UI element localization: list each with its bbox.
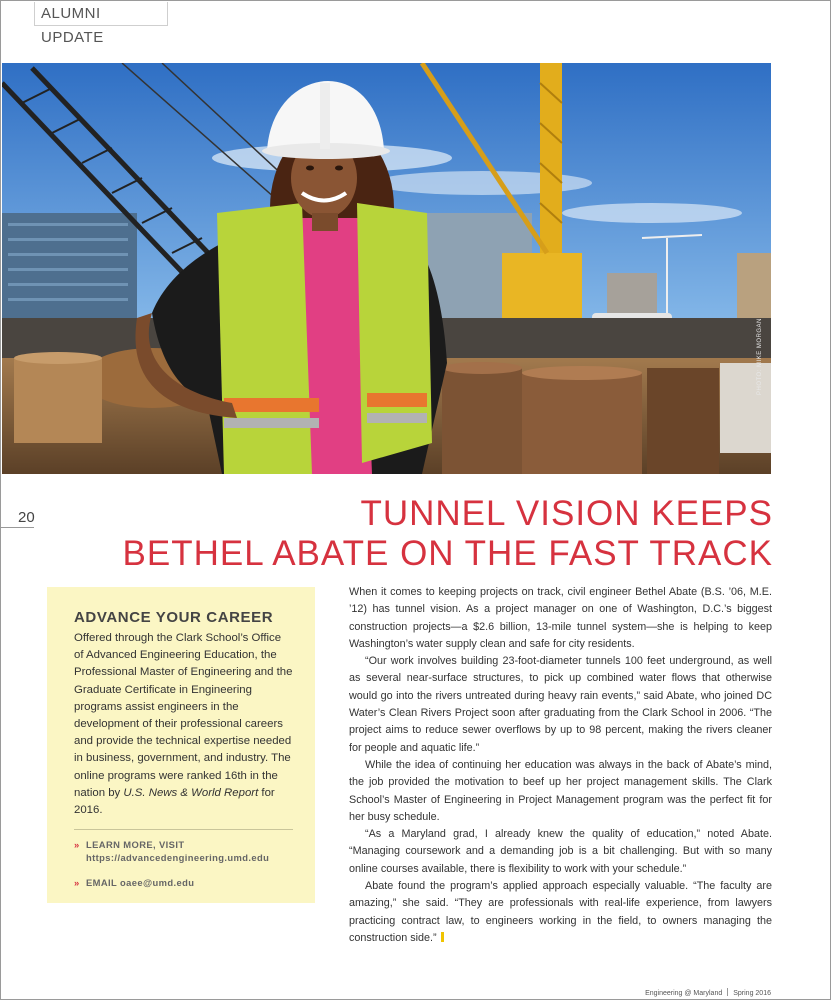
photo-credit: PHOTO: MIKE MORGAN — [757, 318, 763, 395]
headline-line-1: TUNNEL VISION KEEPS — [360, 494, 773, 533]
headline-line-2: BETHEL ABATE ON THE FAST TRACK — [122, 534, 773, 573]
sidebar-divider — [74, 829, 293, 830]
sidebar-title: ADVANCE YOUR CAREER — [74, 609, 274, 626]
learn-more-label: LEARN MORE, VISIT — [86, 839, 185, 851]
email-label[interactable]: EMAIL oaee@umd.edu — [86, 877, 195, 889]
article-paragraph-3: While the idea of continuing her education was always in the back of Abate’s mind, the job provided the motivation to beef up her project management skills. The Clark School’s Master of Engineering in Project Management program was the perfect fit for her busy schedule. — [349, 758, 772, 823]
headline — [73, 494, 773, 574]
sidebar-body-tail: for 2016. — [74, 786, 275, 817]
footer-publication: Engineering @ Maryland — [645, 990, 723, 997]
footer — [645, 988, 771, 997]
email-link[interactable] — [74, 876, 293, 889]
sidebar-body — [74, 630, 293, 819]
article-paragraph-2: “Our work involves building 23-foot-diameter tunnels 100 feet underground, as well as several near-surface structures, to pick up combined water flows that otherwise would go into the rivers untreated during heavy rain events,” said Abate, who joined DC Water’s Clean Rivers Project soon after graduating from the Clark School in 2006. “The project aims to reduce sewer overflows by up to 98 percent, making the rivers cleaner for people and aquatic life.” — [349, 655, 772, 754]
chevron-right-icon: » — [74, 839, 80, 851]
footer-issue: Spring 2016 — [733, 990, 771, 997]
sidebar-box — [47, 587, 315, 903]
chevron-right-icon: » — [74, 877, 80, 889]
hero-photo — [2, 63, 771, 474]
learn-more-link[interactable] — [74, 838, 293, 864]
article-paragraph-1: When it comes to keeping projects on track, civil engineer Bethel Abate (B.S. ’06, M.E. ’12) has tunnel vision. As a project manager on one of Washington, D.C.’s biggest construction projects—a $2.6 billion, 13-mile tunnel system—she is helping to keep Washington’s water supply clean and safe for city residents. — [349, 586, 772, 650]
page-number: 20 — [18, 509, 35, 526]
article-paragraph-5 — [349, 878, 772, 947]
section-label: ALUMNI UPDATE — [34, 2, 168, 26]
sidebar-body-text: Offered through the Clark School’s Office of Advanced Engineering Education, the Professional Master of Engineering and the Graduate Certificate in Engineering programs assist engineers in the development of their professional careers and provide the technical expertise needed in business, government, and industry. The online programs were ranked 16th in the nation by — [74, 632, 293, 799]
learn-more-url[interactable]: https://advancedengineering.umd.edu — [86, 852, 270, 864]
page-number-rule — [0, 527, 34, 528]
article-paragraph-4: “As a Maryland grad, I already knew the quality of education,” noted Abate. “Managing coursework and a demanding job is a bit challenging. But with so many online courses available, there is flexibility to work with your schedule.” — [349, 828, 772, 875]
end-mark-icon — [441, 932, 444, 942]
footer-separator — [727, 988, 728, 996]
article-paragraph-5-text: Abate found the program’s applied approach especially valuable. “The faculty are amazing,” she said. “They are professionals with real-life experience, from lawyers practicing contract law, to engineers working in the field, to owners managing the construction side.” — [349, 880, 772, 944]
article-body — [349, 584, 772, 947]
sidebar-publication-name: U.S. News & World Report — [123, 786, 259, 799]
